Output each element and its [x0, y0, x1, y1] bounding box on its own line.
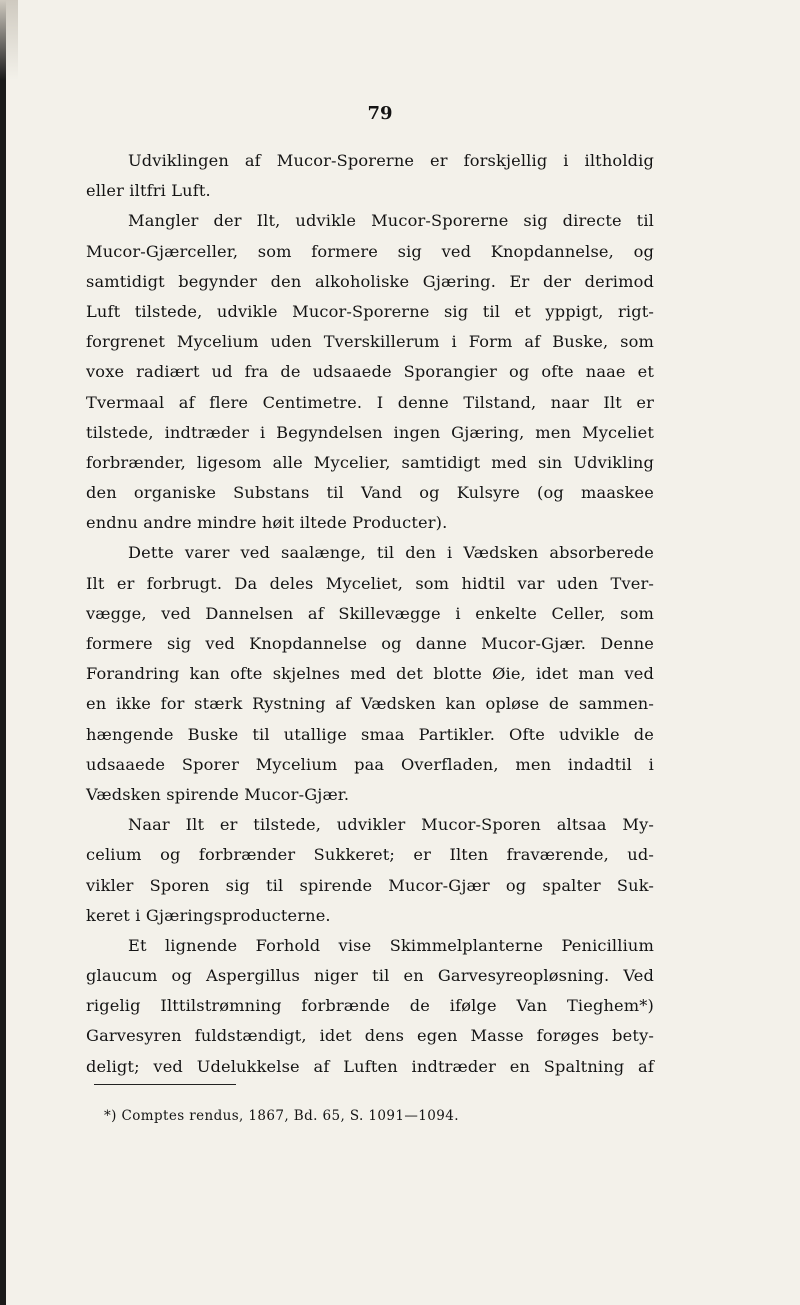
- text-line: Mangler der Ilt, udvikle Mucor-Sporerne sig directe til: [128, 211, 654, 231]
- footnote: *) Comptes rendus, 1867, Bd. 65, S. 1091—1094.: [104, 1108, 459, 1124]
- text-line: keret i Gjæringsproducterne.: [86, 905, 331, 925]
- text-body: [86, 146, 654, 1082]
- text-line: Ilt er forbrugt. Da deles Myceliet, som hidtil var uden Tver-: [86, 573, 654, 593]
- text-line: samtidigt begynder den alkoholiske Gjæring. Er der derimod: [86, 271, 654, 291]
- text-line: Forandring kan ofte skjelnes med det blotte Øie, idet man ved: [86, 664, 654, 684]
- text-line: Vædsken spirende Mucor-Gjær.: [86, 784, 350, 804]
- text-line: forgrenet Mycelium uden Tverskillerum i Form af Buske, som: [86, 332, 654, 352]
- text-line: udsaaede Sporer Mycelium paa Overfladen, men indadtil i: [86, 754, 654, 774]
- page-number: 79: [367, 103, 393, 124]
- paragraph-1: [86, 146, 654, 206]
- page-corner-shadow: [0, 0, 18, 80]
- text-line: glaucum og Aspergillus niger til en Garvesyreopløsning. Ved: [86, 966, 654, 986]
- text-line: Mucor-Gjærceller, som formere sig ved Knopdannelse, og: [86, 241, 654, 261]
- text-line: forbrænder, ligesom alle Mycelier, samtidigt med sin Udvikling: [86, 452, 654, 472]
- text-line: en ikke for stærk Rystning af Vædsken kan opløse de sammen-: [86, 694, 654, 714]
- text-line: formere sig ved Knopdannelse og danne Mucor-Gjær. Denne: [86, 634, 654, 653]
- text-line: vikler Sporen sig til spirende Mucor-Gjær og spalter Suk-: [86, 875, 654, 895]
- text-line: Et lignende Forhold vise Skimmelplanterne Penicillium: [128, 935, 654, 955]
- text-line: Garvesyren fuldstændigt, idet dens egen Masse forøges bety-: [86, 1026, 654, 1046]
- paragraph-5: [86, 931, 654, 1082]
- footnote-divider: [94, 1084, 236, 1085]
- paragraph-4: [86, 810, 654, 931]
- text-line: hængende Buske til utallige smaa Partikler. Ofte udvikle de: [86, 724, 654, 744]
- text-line: vægge, ved Dannelsen af Skillevægge i enkelte Celler, som: [86, 603, 654, 623]
- text-line: Dette varer ved saalænge, til den i Vædsken absorberede: [128, 543, 654, 563]
- text-line: endnu andre mindre høit iltede Producter).: [86, 513, 448, 533]
- paragraph-3: [86, 538, 654, 810]
- text-line: Luft tilstede, udvikle Mucor-Sporerne sig til et yppigt, rigt-: [86, 301, 654, 321]
- text-line: Tvermaal af flere Centimetre. I denne Tilstand, naar Ilt er: [86, 392, 654, 412]
- text-line: rigelig Ilttilstrømning forbrænde de ifølge Van Tieghem*): [86, 996, 654, 1016]
- text-line: celium og forbrænder Sukkeret; er Ilten fraværende, ud-: [86, 845, 654, 865]
- text-line: Udviklingen af Mucor-Sporerne er forskjellig i iltholdig: [128, 151, 654, 170]
- text-line: deligt; ved Udelukkelse af Luften indtræder en Spaltning af: [86, 1056, 654, 1076]
- text-line: tilstede, indtræder i Begyndelsen ingen Gjæring, men Myceliet: [86, 422, 654, 442]
- text-line: Naar Ilt er tilstede, udvikler Mucor-Sporen altsaa My-: [128, 815, 654, 835]
- page-binding-edge: [0, 0, 6, 1305]
- text-line: voxe radiært ud fra de udsaaede Sporangier og ofte naae et: [86, 362, 654, 382]
- text-line: eller iltfri Luft.: [86, 181, 211, 201]
- text-line: den organiske Substans til Vand og Kulsyre (og maaskee: [86, 483, 654, 503]
- paragraph-2: [86, 206, 654, 538]
